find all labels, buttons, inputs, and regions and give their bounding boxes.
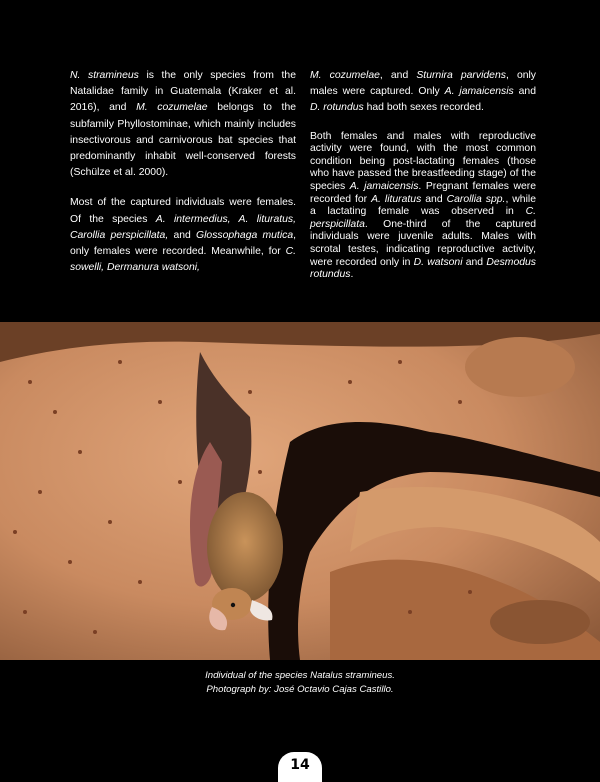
text-run: Most of the captured individuals were females. Of the species (70, 197, 296, 225)
text-run: . Pregnant females were recorded for (310, 180, 536, 205)
species-name: C. sowelli, Dermanura watsoni, (70, 246, 296, 274)
text-run: belongs to the subfamily Phyllostominae, which mainly includes insectivorous and carnivorous bat species that predominantly inhabit well-conserved forests (Schülze et al. 2000). (70, 102, 296, 179)
species-name: M. cozumelae (310, 70, 380, 81)
text-run: had both sexes recorded. (363, 102, 484, 114)
text-run: and (513, 86, 536, 98)
species-name: N. stramineus (70, 70, 139, 81)
left-text-column (70, 68, 296, 290)
species-name: Sturnira parvidens (416, 70, 506, 81)
caption-line-1: Individual of the species Natalus stramineus. (205, 670, 395, 681)
right-paragraph-2 (310, 131, 536, 282)
caption-line-2: Photograph by: José Octavio Cajas Castillo. (206, 684, 394, 695)
species-name: D. rotundus (310, 102, 364, 114)
page-number: 14 (290, 757, 310, 773)
text-run: is the only species from the Natalidae family in Guatemala (Kraker et al. 2016), and (70, 70, 296, 114)
text-run: and (462, 256, 487, 268)
bat-cave-photo (0, 322, 600, 660)
text-run: and (168, 229, 197, 241)
text-run: , only males were captured. Only (310, 70, 537, 98)
text-run: , and (379, 70, 417, 81)
species-name: A. lituratus (371, 193, 422, 205)
left-paragraph-1 (70, 68, 296, 181)
species-name: D. watsoni (413, 256, 463, 268)
species-name: A. jamaicensis (444, 86, 514, 98)
text-run: . One-third of the captured individuals were juvenile adults. Males with scrotal testes, indicating reproductive activity, were recorded only in (310, 218, 536, 268)
text-run: , only females were recorded. Meanwhile, for (70, 229, 296, 258)
photo-caption (0, 669, 600, 697)
text-run: Both females and males with reproductive activity were found, with the most common condition being post-lactating females (those who have passed the breastfeeding stage) of the species (310, 130, 536, 192)
species-name: A. jamaicensis (349, 180, 419, 192)
text-run: and (421, 193, 447, 205)
species-name: M. cozumelae (136, 102, 208, 114)
right-paragraph-1 (310, 68, 536, 117)
left-paragraph-2 (70, 195, 296, 276)
species-name: Carollia spp. (446, 193, 506, 205)
text-run: , while a lactating female was observed in (310, 193, 536, 218)
species-name: C. perspicillata (310, 206, 536, 230)
right-text-column (310, 68, 536, 296)
species-name: A. intermedius, A. lituratus, Carollia perspicillata, (70, 213, 296, 241)
text-run: . (350, 269, 354, 281)
species-name: Glossophaga mutica (196, 229, 294, 241)
species-name: Desmodus rotundus (310, 256, 536, 281)
